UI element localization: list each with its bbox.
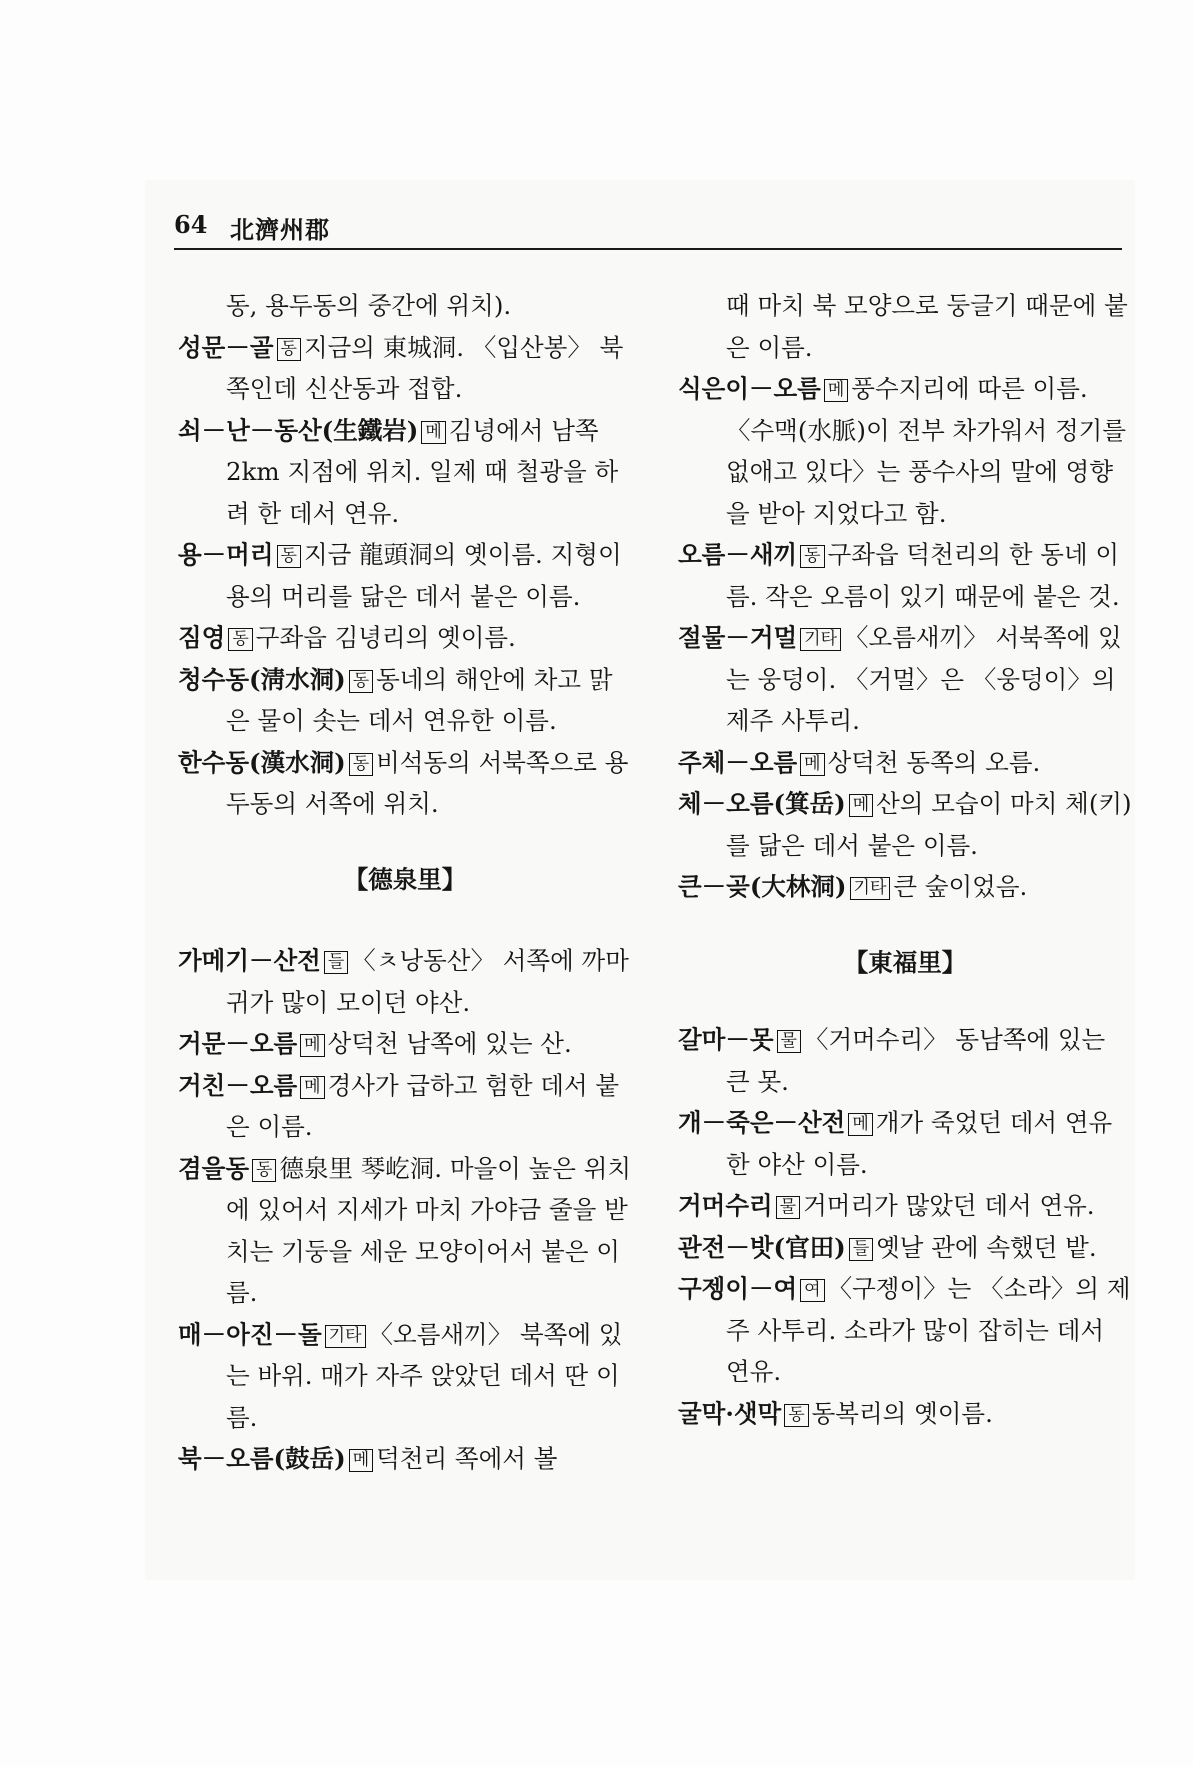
- entry-headword: 큰－곶(大林洞): [678, 872, 847, 901]
- entry-text: 〈ㅊ낭동산〉 서쪽에 까마귀가 많이 모이던 야산.: [226, 946, 629, 1017]
- category-tag: 여: [800, 1279, 824, 1302]
- entry-text: 德泉里 琴屹洞. 마을이 높은 위치에 있어서 지세가 마치 가야금 줄을 받치는 기둥을 세운 모양이어서 붙은 이름.: [226, 1153, 632, 1307]
- entry: [678, 1102, 1132, 1185]
- category-tag: 동: [277, 338, 301, 361]
- entry-headword: 거머수리: [678, 1191, 773, 1220]
- category-tag: 메: [349, 1449, 373, 1472]
- header-rule: [174, 248, 1122, 250]
- entry: [678, 617, 1132, 742]
- entry: [678, 368, 1132, 534]
- entry-list: [678, 1019, 1132, 1434]
- entry-text: 구좌읍 덕천리의 한 동네 이름. 작은 오름이 있기 때문에 붙은 것.: [726, 540, 1120, 611]
- entry-headword: 갈마－못: [678, 1025, 774, 1054]
- entry-headword: 관전－밧(官田): [678, 1232, 846, 1262]
- entry-headword: 절물－거멀: [678, 623, 798, 652]
- entry-headword: 오름－새끼: [678, 540, 798, 569]
- entry: [678, 1393, 1132, 1435]
- entry: [178, 1314, 632, 1439]
- category-tag: 들: [849, 1238, 873, 1261]
- entry: [678, 866, 1132, 908]
- entry: [178, 1065, 632, 1148]
- entry-text: 구좌읍 김녕리의 옛이름.: [255, 623, 516, 652]
- category-tag: 동: [800, 545, 824, 568]
- entry-text: 산의 모습이 마치 체(키)를 닮은 데서 붙은 이름.: [726, 789, 1132, 860]
- entry-text: 〈오름새끼〉 서북쪽에 있는 웅덩이. 〈거멀〉은 〈웅덩이〉의 제주 사투리.: [726, 623, 1122, 735]
- page-title: 北濟州郡: [230, 215, 330, 244]
- entry-list: [178, 940, 632, 1480]
- entry-text: 김녕에서 남쪽 2km 지점에 위치. 일제 때 철광을 하려 한 데서 연유.: [226, 415, 619, 528]
- entry-text: 개가 죽었던 데서 연유한 야산 이름.: [726, 1108, 1113, 1179]
- entry-text: 상덕천 남쪽에 있는 산.: [327, 1029, 572, 1058]
- category-tag: 기타: [325, 1325, 366, 1348]
- entry: [178, 327, 632, 410]
- entry-text: 거머리가 많았던 데서 연유.: [803, 1191, 1095, 1220]
- entry-text: 덕천리 쪽에서 볼: [376, 1444, 558, 1473]
- entry-list: [678, 285, 1132, 908]
- section-heading-deokcheon: 【德泉里】: [343, 864, 467, 894]
- entry-headword: 가메기－산전: [178, 946, 321, 975]
- entry-text: 〈거머수리〉 동남쪽에 있는 큰 못.: [726, 1025, 1106, 1096]
- entry: [678, 1185, 1132, 1227]
- entry-text: 큰 숲이었음.: [893, 872, 1028, 901]
- page-number: 64: [174, 210, 208, 239]
- category-tag: 동: [228, 628, 252, 651]
- entry-text: 동, 용두동의 중간에 위치).: [226, 291, 512, 320]
- entry-headword: 매－아진－돌: [178, 1319, 322, 1349]
- entry: [178, 1148, 632, 1314]
- category-tag: 들: [324, 951, 348, 974]
- entry-text: 옛날 관에 속했던 밭.: [876, 1232, 1097, 1262]
- entry-headword: 굴막·샛막: [678, 1398, 782, 1428]
- entry: [678, 1019, 1132, 1102]
- entry-headword: 거친－오름: [178, 1070, 298, 1100]
- category-tag: 동: [277, 545, 301, 568]
- category-tag: 메: [800, 753, 824, 776]
- entry-headword: 체－오름(箕岳): [678, 789, 846, 818]
- entry-headword: 쇠－난－동산(生鐵岩): [178, 415, 419, 445]
- entry-text: 〈오름새끼〉 북쪽에 있는 바위. 매가 자주 앉았던 데서 딴 이름.: [226, 1319, 623, 1432]
- entry: [178, 410, 632, 535]
- entry-headword: 성문－골: [178, 332, 274, 362]
- category-tag: 동: [784, 1404, 808, 1427]
- entry: [678, 742, 1132, 784]
- entry-text: 지금의 東城洞. 〈입산봉〉 북쪽인데 신산동과 접합.: [226, 332, 624, 403]
- category-tag: 물: [776, 1196, 800, 1219]
- category-tag: 메: [300, 1076, 324, 1099]
- entry: [678, 534, 1132, 617]
- category-tag: 동: [349, 753, 373, 776]
- entry-headword: 식은이－오름: [678, 374, 821, 403]
- category-tag: 동: [252, 1159, 276, 1182]
- entry-headword: 한수동(漢水洞): [178, 747, 346, 777]
- category-tag: 메: [300, 1034, 324, 1057]
- entry-text: 지금 龍頭洞의 옛이름. 지형이 용의 머리를 닮은 데서 붙은 이름.: [226, 540, 622, 611]
- entry-text: 상덕천 동쪽의 오름.: [827, 747, 1041, 777]
- entry: [178, 617, 632, 659]
- entry-headword: 북－오름(鼓岳): [178, 1444, 346, 1473]
- entry-text: 동네의 해안에 차고 맑은 물이 솟는 데서 연유한 이름.: [226, 664, 613, 735]
- entry: [178, 1023, 632, 1065]
- category-tag: 기타: [800, 628, 841, 651]
- entry: [678, 1268, 1132, 1393]
- entry-text: 때 마치 북 모양으로 둥글기 때문에 붙은 이름.: [726, 291, 1128, 362]
- page-header: [174, 210, 1122, 246]
- entry-text: 풍수지리에 따른 이름. 〈수맥(水脈)이 전부 차가워서 정기를 없애고 있다〉는 풍수사의 말에 영향을 받아 지었다고 함.: [726, 374, 1126, 528]
- entry: [178, 659, 632, 742]
- entry-headword: 짐영: [178, 623, 226, 652]
- category-tag: 메: [848, 1113, 872, 1136]
- category-tag: 메: [824, 379, 848, 402]
- entry: [678, 783, 1132, 866]
- entry-headword: 청수동(淸水洞): [178, 664, 346, 694]
- entry-text: 경사가 급하고 험한 데서 붙은 이름.: [226, 1070, 620, 1141]
- entry: [178, 285, 632, 327]
- entry-headword: 겸을동: [178, 1153, 250, 1183]
- entry-headword: 개－죽은－산전: [678, 1108, 846, 1137]
- entry-text: 동복리의 옛이름.: [811, 1398, 993, 1428]
- right-column: [678, 285, 1132, 1434]
- entry: [678, 285, 1132, 368]
- category-tag: 기타: [850, 877, 891, 900]
- entry-text: 비석동의 서북쪽으로 용두동의 서쪽에 위치.: [226, 747, 629, 818]
- category-tag: 메: [421, 421, 445, 444]
- category-tag: 동: [349, 670, 373, 693]
- entry-headword: 용－머리: [178, 540, 274, 569]
- entry-text: 〈구젱이〉는 〈소라〉의 제주 사투리. 소라가 많이 잡히는 데서 연유.: [726, 1274, 1131, 1386]
- entry: [678, 1227, 1132, 1269]
- category-tag: 메: [849, 794, 873, 817]
- entry: [178, 534, 632, 617]
- left-column: [178, 285, 632, 1480]
- entry-headword: 거문－오름: [178, 1029, 298, 1058]
- entry: [178, 1438, 632, 1480]
- entry-headword: 구젱이－여: [678, 1274, 798, 1303]
- entry: [178, 940, 632, 1023]
- entry: [178, 742, 632, 825]
- category-tag: 물: [777, 1030, 801, 1053]
- entry-headword: 주체－오름: [678, 747, 798, 777]
- entry-list: [178, 285, 632, 825]
- section-heading-dongbok: 【東福里】: [843, 947, 967, 977]
